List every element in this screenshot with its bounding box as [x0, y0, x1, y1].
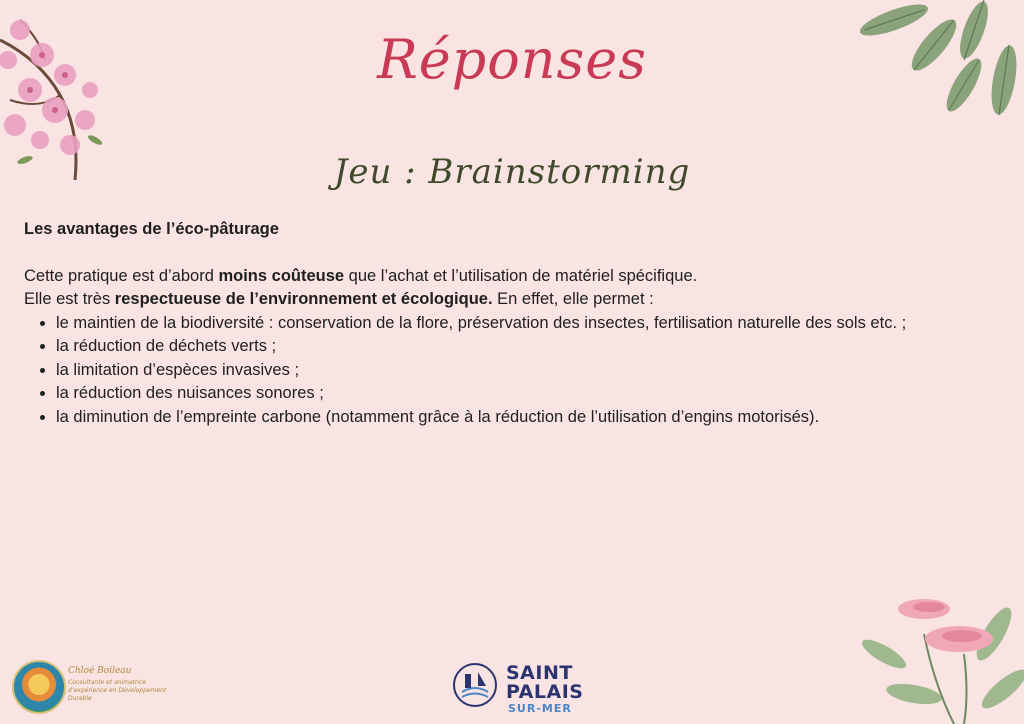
- section-heading: Les avantages de l’éco-pâturage: [24, 220, 279, 238]
- pink-flowers-decoration: [854, 594, 1024, 724]
- para1-bold-text: moins coûteuse: [218, 266, 345, 285]
- consultant-branding: [12, 658, 182, 718]
- para1-text-before: Cette pratique est d’abord: [24, 266, 219, 285]
- list-item: • le maintien de la biodiversité : conservation de la flore, préservation des insectes, fertilisation naturelle des sols etc. ;: [56, 312, 994, 336]
- list-item: • la limitation d’espèces invasives ;: [56, 359, 994, 383]
- para1-text-after: que l’achat et l’utilisation de matériel spécifique.: [344, 266, 698, 285]
- city-emblem-icon: [452, 662, 498, 708]
- paragraph-cost: [24, 265, 994, 289]
- para2-bold-text: respectueuse de l’environnement et écologique.: [114, 290, 493, 308]
- list-item: • la réduction des nuisances sonores ;: [56, 382, 994, 406]
- para2-text-before: Elle est très: [24, 290, 115, 308]
- list-item: • la diminution de l’empreinte carbone (notamment grâce à la réduction de l’utilisation d’engins motorisés).: [56, 406, 994, 430]
- paragraph-environment: [24, 288, 994, 312]
- consultant-name: Chloé Boileau: [68, 666, 132, 676]
- page-title: Réponses: [377, 28, 647, 91]
- consultant-role: Consultante et animatrice d’expérience en Développement Durable: [68, 679, 167, 702]
- para2-text-after: En effet, elle permet :: [492, 290, 654, 308]
- benefits-list: [24, 312, 994, 430]
- list-item: • la réduction de déchets verts ;: [56, 335, 994, 359]
- city-name-line1: SAINT: [506, 662, 573, 684]
- page-subtitle: Jeu : Brainstorming: [333, 152, 691, 192]
- answer-content: [24, 218, 994, 429]
- consultant-logo-icon: [12, 660, 66, 714]
- city-name-line3: SUR-MER: [508, 702, 572, 715]
- city-name-line2: PALAIS: [506, 681, 584, 703]
- city-logo: [452, 660, 582, 716]
